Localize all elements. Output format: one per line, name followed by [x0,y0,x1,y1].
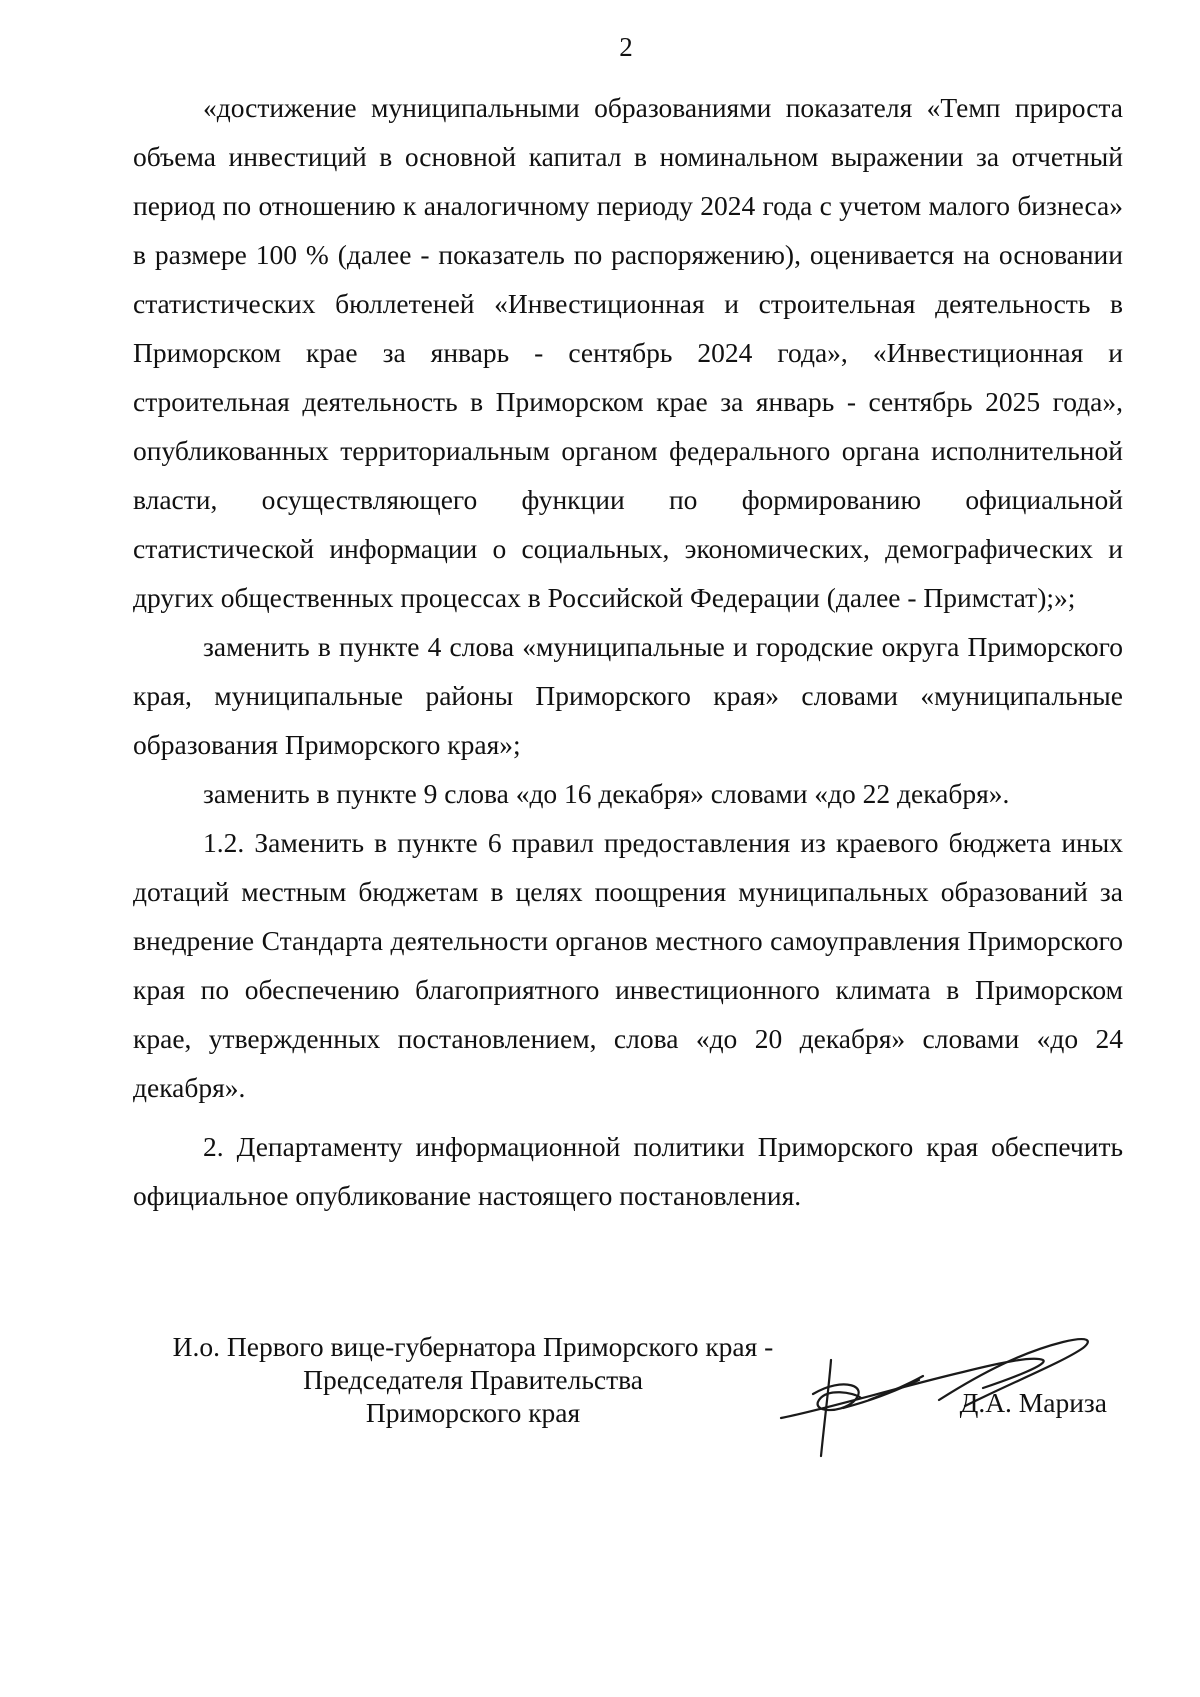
signatory-position-line-3: Приморского края [365,1397,581,1428]
signatory-name: Д.А. Мариза [959,1387,1107,1418]
document-body [133,83,1123,1220]
paragraph-clause-4-replacement: заменить в пункте 4 слова «муниципальные и городские округа Приморского края, муниципальные районы Приморского края» словами «муниципальные образования Приморского края»; [133,631,1123,760]
paragraph-indicator-definition: «достижение муниципальными образованиями показателя «Темп прироста объема инвестиций в основной капитал в номинальном выражении за отчетный период по отношению к аналогичному периоду 2024 года с учетом малого бизнеса» в размере 100 % (далее - показатель по распоряжению), оценивается на основании статистических бюллетеней «Инвестиционная и строительная деятельность в Приморском крае за январь - сентябрь 2024 года», «Инвестиционная и строительная деятельность в Приморском крае за январь - сентябрь 2025 года», опубликованных территориальным органом федерального органа исполнительной власти, осуществляющего функции по формированию официальной статистической информации о социальных, экономических, демографических и других общественных процессах в Российской Федерации (далее - Примстат);»; [133,92,1123,613]
paragraph-2-publication: 2. Департаменту информационной политики Приморского края обеспечить официальное опубликование настоящего постановления. [133,1131,1123,1211]
signature-block [133,1330,1123,1490]
page-number: 2 [619,32,633,62]
signatory-position-line-1: И.о. Первого вице-губернатора Приморского края - [172,1331,774,1362]
signatory-position-line-2: Председателя Правительства [303,1364,643,1395]
paragraph-clause-9-replacement: заменить в пункте 9 слова «до 16 декабря» словами «до 22 декабря». [203,778,1010,809]
paragraph-1-2-amendment: 1.2. Заменить в пункте 6 правил предоставления из краевого бюджета иных дотаций местным бюджетам в целях поощрения муниципальных образований за внедрение Стандарта деятельности органов местного самоуправления Приморского края по обеспечению благоприятного инвестиционного климата в Приморском крае, утвержденных постановлением, слова «до 20 декабря» словами «до 24 декабря». [133,827,1123,1103]
